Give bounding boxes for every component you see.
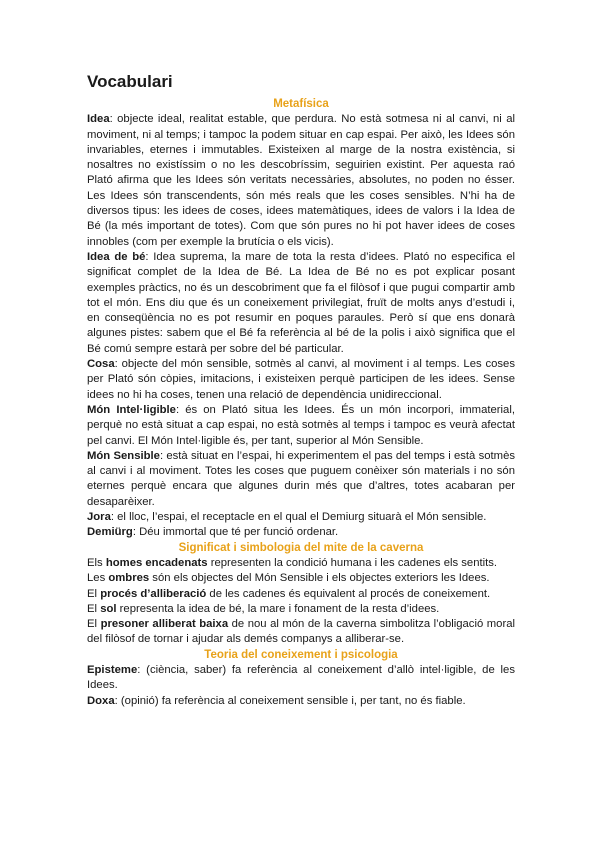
vocab-definition: : (ciència, saber) fa referència al coneixement d’allò intel·ligible, de les Idees. <box>87 663 515 692</box>
section-heading: Teoria del coneixement i psicologia <box>204 648 398 661</box>
vocab-section <box>87 541 515 648</box>
vocab-entry <box>87 663 515 694</box>
vocab-term: homes encadenats <box>105 556 208 569</box>
vocab-term: Cosa <box>87 358 115 371</box>
vocab-entry <box>87 357 515 403</box>
vocab-entry <box>87 112 515 250</box>
entry-lead-text: Els <box>87 556 106 569</box>
vocab-entry <box>87 510 515 525</box>
vocab-definition: de nou al món de la caverna simbolitza l’obligació moral del filòsof de tornar i ajudar als demés companys a alliberar-se. <box>87 618 516 646</box>
vocab-definition: : (opinió) fa referència al coneixement sensible i, per tant, no és fiable. <box>114 694 466 707</box>
vocab-term: Idea de bé <box>87 250 146 263</box>
vocab-term: procés d’alliberació <box>100 587 207 600</box>
vocab-entry <box>87 617 515 648</box>
section-heading: Metafísica <box>273 98 329 110</box>
vocab-definition: : objecte del món sensible, sotmès al canvi, al moviment i al temps. Les coses per Plató són còpies, imitacions, i existeixen perquè participen de les idees. Sense idees no hi ha coses, tenen una relació de dependència unidireccional. <box>87 358 515 401</box>
vocab-definition: representen la condició humana i les cadenes els sentits. <box>207 556 498 569</box>
vocab-entry <box>87 602 515 617</box>
page-title: Vocabulari <box>87 72 173 91</box>
entry-lead-text: El <box>87 602 101 615</box>
vocab-term: Episteme <box>87 663 138 676</box>
vocab-section <box>87 648 515 709</box>
vocab-definition: de les cadenes és equivalent al procés de coneixement. <box>206 587 491 600</box>
vocab-entry <box>87 587 515 602</box>
vocab-term: Doxa <box>87 694 115 707</box>
vocabulary-content <box>87 97 515 709</box>
vocab-term: Món Sensible <box>87 449 160 462</box>
vocab-definition: són els objectes del Món Sensible i els objectes exteriors les Idees. <box>149 572 490 585</box>
vocab-entry <box>87 449 515 510</box>
vocab-term: Idea <box>87 113 110 126</box>
vocab-entry <box>87 694 515 709</box>
entry-lead-text: El <box>87 618 101 631</box>
vocab-term: Demiürg <box>87 526 133 539</box>
vocab-definition: : Déu immortal que té per funció ordenar. <box>132 526 339 539</box>
entry-lead-text: Les <box>87 572 109 585</box>
vocab-term: Món Intel·ligible <box>87 403 176 416</box>
vocab-definition: : el lloc, l’espai, el receptacle en el qual el Demiurg situarà el Món sensible. <box>110 511 487 524</box>
vocab-definition: : objecte ideal, realitat estable, que perdura. No està sotmesa ni al canvi, ni al moviment, ni al temps; i tampoc la podem situar en cap espai. Per això, les Idees són invariables, eternes i immutables. Existeixen al marge de la nostra existència, si nosaltres no existíssim o no les descobríssim, seguirien existint. Per aquesta raó Plató afirma que les Idees són veritats necessàries, absolutes, no poden no ésser. Les Idees són transcendents, són més reals que les coses sensibles. N’hi ha de diversos tipus: les idees de coses, idees matemàtiques, idees de valors i la Idea de Bé (la més important de totes). Com que són pures no hi pot haver idees de coses innobles (com per exemple la brutícia o els vicis). <box>87 113 515 248</box>
vocab-entry <box>87 525 515 540</box>
vocab-entry <box>87 403 515 449</box>
section-heading: Significat i simbologia del mite de la caverna <box>178 541 424 554</box>
vocab-definition: representa la idea de bé, la mare i fonament de la resta d’idees. <box>116 602 440 615</box>
vocab-entry <box>87 556 515 571</box>
vocab-section <box>87 97 515 541</box>
entry-lead-text: El <box>87 587 101 600</box>
vocab-entry <box>87 571 515 586</box>
vocab-entry <box>87 250 515 357</box>
vocab-term: sol <box>100 602 117 615</box>
vocab-definition: : està situat en l’espai, hi experimentem el pas del temps i està sotmès al canvi i al moviment. Totes les coses que puguem conèixer són materials i no són eternes perquè encara que algunes durin més que d’altres, totes acabaran per desaparèixer. <box>87 449 516 508</box>
vocab-term: ombres <box>108 572 150 585</box>
vocab-definition: : és on Plató situa les Idees. És un món incorpori, immaterial, perquè no està situat a cap espai, no està sotmès al temps i tampoc es veurà afectat pel canvi. El Món Intel·ligible és, per tant, superior al Món Sensible. <box>87 403 515 447</box>
vocab-term: Jora <box>87 511 111 524</box>
vocab-term: presoner alliberat baixa <box>100 618 229 631</box>
vocab-definition: : Idea suprema, la mare de tota la resta d’idees. Plató no especifica el significat complet de la Idea de Bé. La Idea de Bé no es pot explicar posant exemples pràctics, no és un descobriment que fa el filòsof i que pugui compartir amb tot el món. Ens diu que és un coneixement privilegiat, fruït de molts anys d’estudi i, en conseqüència no es pot resumir en poques paraules. Però sí que ens donarà algunes pistes: sabem que el Bé fa referència al bé de la polis i això significa que el Bé comú sempre estarà per sobre del bé particular. <box>87 250 515 355</box>
